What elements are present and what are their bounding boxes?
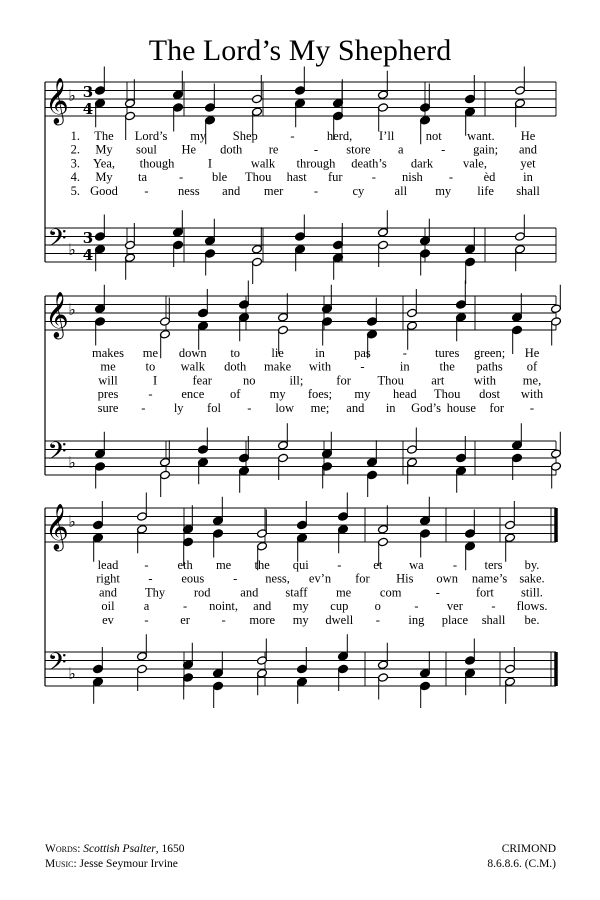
lyric-syllable: staff: [285, 585, 308, 600]
lyric-syllable: doth: [224, 359, 247, 374]
credits-left: [45, 842, 185, 872]
lyric-syllable: -: [360, 359, 365, 374]
lyric-syllable: Thou: [434, 387, 461, 402]
bass-clef-icon: 𝄢: [47, 648, 67, 683]
lyric-syllable: and: [253, 599, 272, 614]
lyric-syllable: My: [95, 142, 113, 157]
lyric-syllable: yet: [520, 156, 536, 171]
lyric-syllable: walk: [250, 156, 276, 171]
lyric-syllable: The: [94, 129, 114, 143]
lyric-syllable: low: [275, 400, 295, 415]
lyric-syllable: sure: [97, 400, 119, 415]
lyric-syllable: flows.: [516, 599, 548, 614]
lyric-syllable: my: [292, 599, 309, 614]
lyric-syllable: er: [180, 612, 190, 627]
lyric-syllable: by.: [524, 558, 540, 572]
lyric-syllable: more: [249, 612, 276, 627]
lyric-syllable: ly: [173, 400, 184, 415]
lyric-syllable: gain;: [473, 142, 499, 157]
lyric-syllable: mer: [263, 183, 284, 198]
lyric-syllable: and: [222, 183, 241, 198]
lyric-syllable: Thou: [245, 170, 272, 185]
lyric-syllable: nish: [401, 170, 423, 185]
lyric-syllable: me: [335, 585, 352, 600]
lyric-syllable: -: [414, 599, 419, 614]
lyric-syllable: shall: [481, 612, 506, 627]
lyric-syllable: fear: [192, 373, 212, 388]
verse-number: 3.: [70, 156, 80, 171]
lyric-syllable: èd: [483, 170, 496, 185]
lyric-syllable: wa: [409, 558, 424, 572]
lyric-syllable: He: [524, 346, 540, 360]
lyric-syllable: -: [448, 170, 453, 185]
lyric-syllable: me;: [310, 400, 330, 415]
lyric-syllable: for: [489, 400, 504, 415]
lyric-syllable: o: [374, 599, 381, 614]
lyric-syllable: and: [518, 142, 538, 157]
verse-number: 5.: [70, 183, 80, 198]
lyric-syllable: with: [473, 373, 497, 388]
lyric-syllable: -: [233, 571, 238, 586]
lyric-syllable: -: [313, 183, 319, 198]
lyric-syllable: -: [371, 170, 376, 185]
meter: 8.6.8.6. (C.M.): [487, 858, 556, 870]
lyric-syllable: and: [346, 400, 365, 415]
lyric-syllable: -: [435, 585, 440, 600]
lyric-syllable: -: [221, 612, 226, 627]
lyric-syllable: Thy: [145, 585, 166, 600]
key-flat-treble-icon: ♭: [68, 512, 76, 531]
lyric-syllable: with: [520, 387, 544, 402]
lyric-syllable: Yea,: [93, 156, 115, 171]
lyric-syllable: be.: [524, 612, 540, 627]
lyric-syllable: -: [452, 558, 457, 572]
lyric-syllable: Good: [90, 183, 118, 198]
lyric-syllable: re: [268, 142, 279, 157]
key-flat-bass-icon: ♭: [68, 240, 76, 259]
lyric-syllable: will: [98, 373, 118, 388]
lyric-syllable: me: [100, 359, 116, 374]
lyric-syllable: Thou: [377, 373, 404, 388]
lyric-syllable: cup: [330, 599, 349, 614]
lyric-syllable: of: [229, 387, 241, 402]
lyric-syllable: -: [491, 599, 496, 614]
lyric-syllable: ence: [181, 387, 205, 402]
lyric-syllable: dost: [479, 387, 501, 402]
credits-right: [487, 842, 556, 872]
lyric-syllable: -: [337, 558, 342, 572]
lyric-syllable: ness,: [265, 571, 290, 586]
lyric-syllable: with: [308, 359, 332, 374]
lyric-syllable: Shep: [232, 129, 258, 143]
bass-clef-icon: 𝄢: [47, 224, 67, 259]
lyric-syllable: soul: [135, 142, 157, 157]
key-flat-bass-icon: ♭: [68, 453, 76, 472]
lyric-syllable: dark: [410, 156, 434, 171]
lyric-syllable: ev’n: [308, 571, 332, 586]
lyric-syllable: He: [181, 142, 197, 157]
words-credit: [45, 842, 185, 857]
key-flat-treble-icon: ♭: [68, 300, 76, 319]
lyric-syllable: -: [183, 599, 188, 614]
lyric-syllable: foes;: [307, 387, 333, 402]
lyric-syllable: herd,: [326, 129, 353, 143]
lyric-syllable: though: [139, 156, 175, 171]
lyric-syllable: want.: [467, 129, 495, 143]
lyric-syllable: I: [153, 373, 158, 388]
lyric-syllable: God’s: [411, 400, 441, 415]
lyric-syllable: My: [95, 170, 113, 185]
verse-number: 4.: [70, 170, 80, 185]
lyric-syllable: a: [143, 599, 150, 614]
lyric-syllable: pres: [97, 387, 119, 402]
lyric-syllable: ver: [446, 599, 463, 614]
lyric-syllable: eous: [181, 571, 205, 586]
lyric-syllable: the: [254, 558, 270, 572]
lyric-syllable: doth: [220, 142, 243, 157]
lyric-syllable: -: [247, 400, 252, 415]
lyric-syllable: my: [292, 612, 309, 627]
lyric-syllable: I’ll: [379, 129, 395, 143]
lyric-syllable: rod: [193, 585, 211, 600]
music-composer: Jesse Seymour Irvine: [79, 858, 178, 870]
treble-staff: [45, 296, 556, 330]
lyric-syllable: fol: [207, 400, 221, 415]
lyric-syllable: to: [230, 346, 241, 360]
lyric-syllable: death’s: [351, 156, 387, 171]
lyric-syllable: through: [296, 156, 336, 171]
lyric-syllable: -: [144, 612, 149, 627]
lyric-syllable: walk: [180, 359, 205, 374]
treble-clef-icon: 𝄞: [45, 504, 69, 550]
lyric-syllable: life: [477, 183, 494, 198]
lyric-syllable: for: [355, 571, 370, 586]
lyric-syllable: dwell: [325, 612, 354, 627]
lyric-syllable: He: [520, 129, 536, 143]
lyric-syllable: -: [290, 129, 295, 143]
lyric-syllable: fort: [475, 585, 494, 600]
lyric-syllable: the: [439, 359, 455, 374]
lyric-syllable: lead: [97, 558, 119, 572]
time-signature-bottom: 4: [82, 100, 94, 118]
verse-number: 2.: [70, 142, 80, 157]
lyric-syllable: eth: [177, 558, 193, 572]
lyric-syllable: own: [436, 571, 458, 586]
lyric-syllable: noint,: [209, 599, 239, 614]
lyric-syllable: in: [315, 346, 325, 360]
lyric-syllable: -: [144, 183, 149, 198]
lyric-syllable: head: [392, 387, 417, 402]
tune-name: CRIMOND: [501, 843, 556, 855]
lyric-syllable: et: [373, 558, 383, 572]
lyric-syllable: I: [207, 156, 213, 171]
lyric-syllable: ness: [178, 183, 200, 198]
lyric-syllable: still.: [521, 585, 543, 600]
lyric-syllable: lie: [271, 346, 284, 360]
lyric-syllable: house: [446, 400, 476, 415]
lyric-syllable: -: [144, 558, 149, 572]
words-label: Words:: [45, 843, 81, 855]
key-flat-treble-icon: ♭: [68, 86, 76, 105]
lyric-syllable: my: [269, 387, 286, 402]
lyric-syllable: -: [375, 612, 380, 627]
lyric-syllable: makes: [92, 346, 124, 360]
lyric-syllable: -: [441, 142, 446, 157]
lyric-syllable: no: [243, 373, 256, 388]
lyric-syllable: -: [402, 346, 407, 360]
lyric-syllable: me: [215, 558, 232, 572]
time-signature-bottom: 4: [82, 246, 94, 264]
lyric-syllable: fur: [328, 170, 343, 185]
lyric-syllable: for: [336, 373, 351, 388]
key-flat-bass-icon: ♭: [68, 664, 76, 683]
lyric-syllable: me: [142, 346, 159, 360]
time-signature-top: 3: [82, 83, 94, 101]
lyric-syllable: His: [396, 571, 414, 586]
lyric-syllable: my: [435, 183, 452, 198]
lyric-syllable: ters: [484, 558, 503, 572]
lyric-syllable: in: [523, 170, 533, 185]
lyric-syllable: green;: [473, 346, 506, 360]
lyric-syllable: hast: [286, 170, 307, 185]
lyric-syllable: shall: [516, 183, 540, 198]
lyric-syllable: and: [98, 585, 118, 600]
music-credit: [45, 857, 185, 872]
lyric-syllable: and: [240, 585, 259, 600]
lyric-syllable: -: [313, 142, 319, 157]
lyric-syllable: not: [425, 129, 442, 143]
lyric-syllable: ev: [102, 612, 114, 627]
bass-staff: [45, 441, 556, 475]
lyric-syllable: store: [346, 142, 371, 157]
verse-number: 1.: [70, 129, 80, 143]
lyric-syllable: cy: [352, 183, 365, 198]
lyric-syllable: to: [145, 359, 156, 374]
lyric-syllable: down: [178, 346, 207, 360]
lyric-syllable: in: [385, 400, 396, 415]
treble-clef-icon: 𝄞: [45, 292, 69, 338]
words-source: Scottish Psalter: [83, 843, 156, 855]
treble-clef-icon: 𝄞: [45, 78, 69, 124]
lyric-syllable: vale,: [463, 156, 487, 171]
lyric-syllable: -: [529, 400, 535, 415]
lyric-syllable: name’s: [471, 571, 508, 586]
lyric-syllable: tures: [435, 346, 460, 360]
lyric-syllable: ing: [408, 612, 425, 627]
time-signature-top: 3: [82, 229, 94, 247]
lyric-syllable: com: [379, 585, 402, 600]
bass-clef-icon: 𝄢: [47, 437, 67, 472]
lyric-syllable: -: [141, 400, 146, 415]
lyric-syllable: paths: [476, 359, 503, 374]
lyric-syllable: art: [431, 373, 445, 388]
lyric-syllable: qui: [292, 558, 309, 572]
lyric-syllable: my: [190, 129, 207, 143]
lyric-syllable: a: [398, 142, 404, 157]
lyric-syllable: all: [394, 183, 408, 198]
lyric-syllable: pas: [354, 346, 371, 360]
lyric-syllable: ble: [211, 170, 228, 185]
hymn-title: The Lord’s My Shepherd: [148, 34, 452, 67]
lyric-syllable: ta: [137, 170, 148, 185]
lyric-syllable: ill;: [289, 373, 304, 388]
lyric-syllable: place: [441, 612, 469, 627]
lyric-syllable: my: [354, 387, 371, 402]
lyric-syllable: sake.: [519, 571, 545, 586]
lyric-syllable: oil: [101, 599, 115, 614]
lyric-syllable: in: [399, 359, 410, 374]
words-year: , 1650: [155, 843, 185, 855]
lyric-syllable: make: [264, 359, 292, 374]
lyric-syllable: -: [148, 571, 153, 586]
lyric-syllable: of: [526, 359, 538, 374]
lyric-syllable: -: [179, 170, 184, 185]
lyric-syllable: -: [148, 387, 153, 402]
lyric-syllable: Lord’s: [134, 129, 168, 143]
lyric-syllable: me,: [522, 373, 542, 388]
lyric-syllable: right: [96, 571, 120, 586]
music-label: Music:: [45, 858, 77, 870]
